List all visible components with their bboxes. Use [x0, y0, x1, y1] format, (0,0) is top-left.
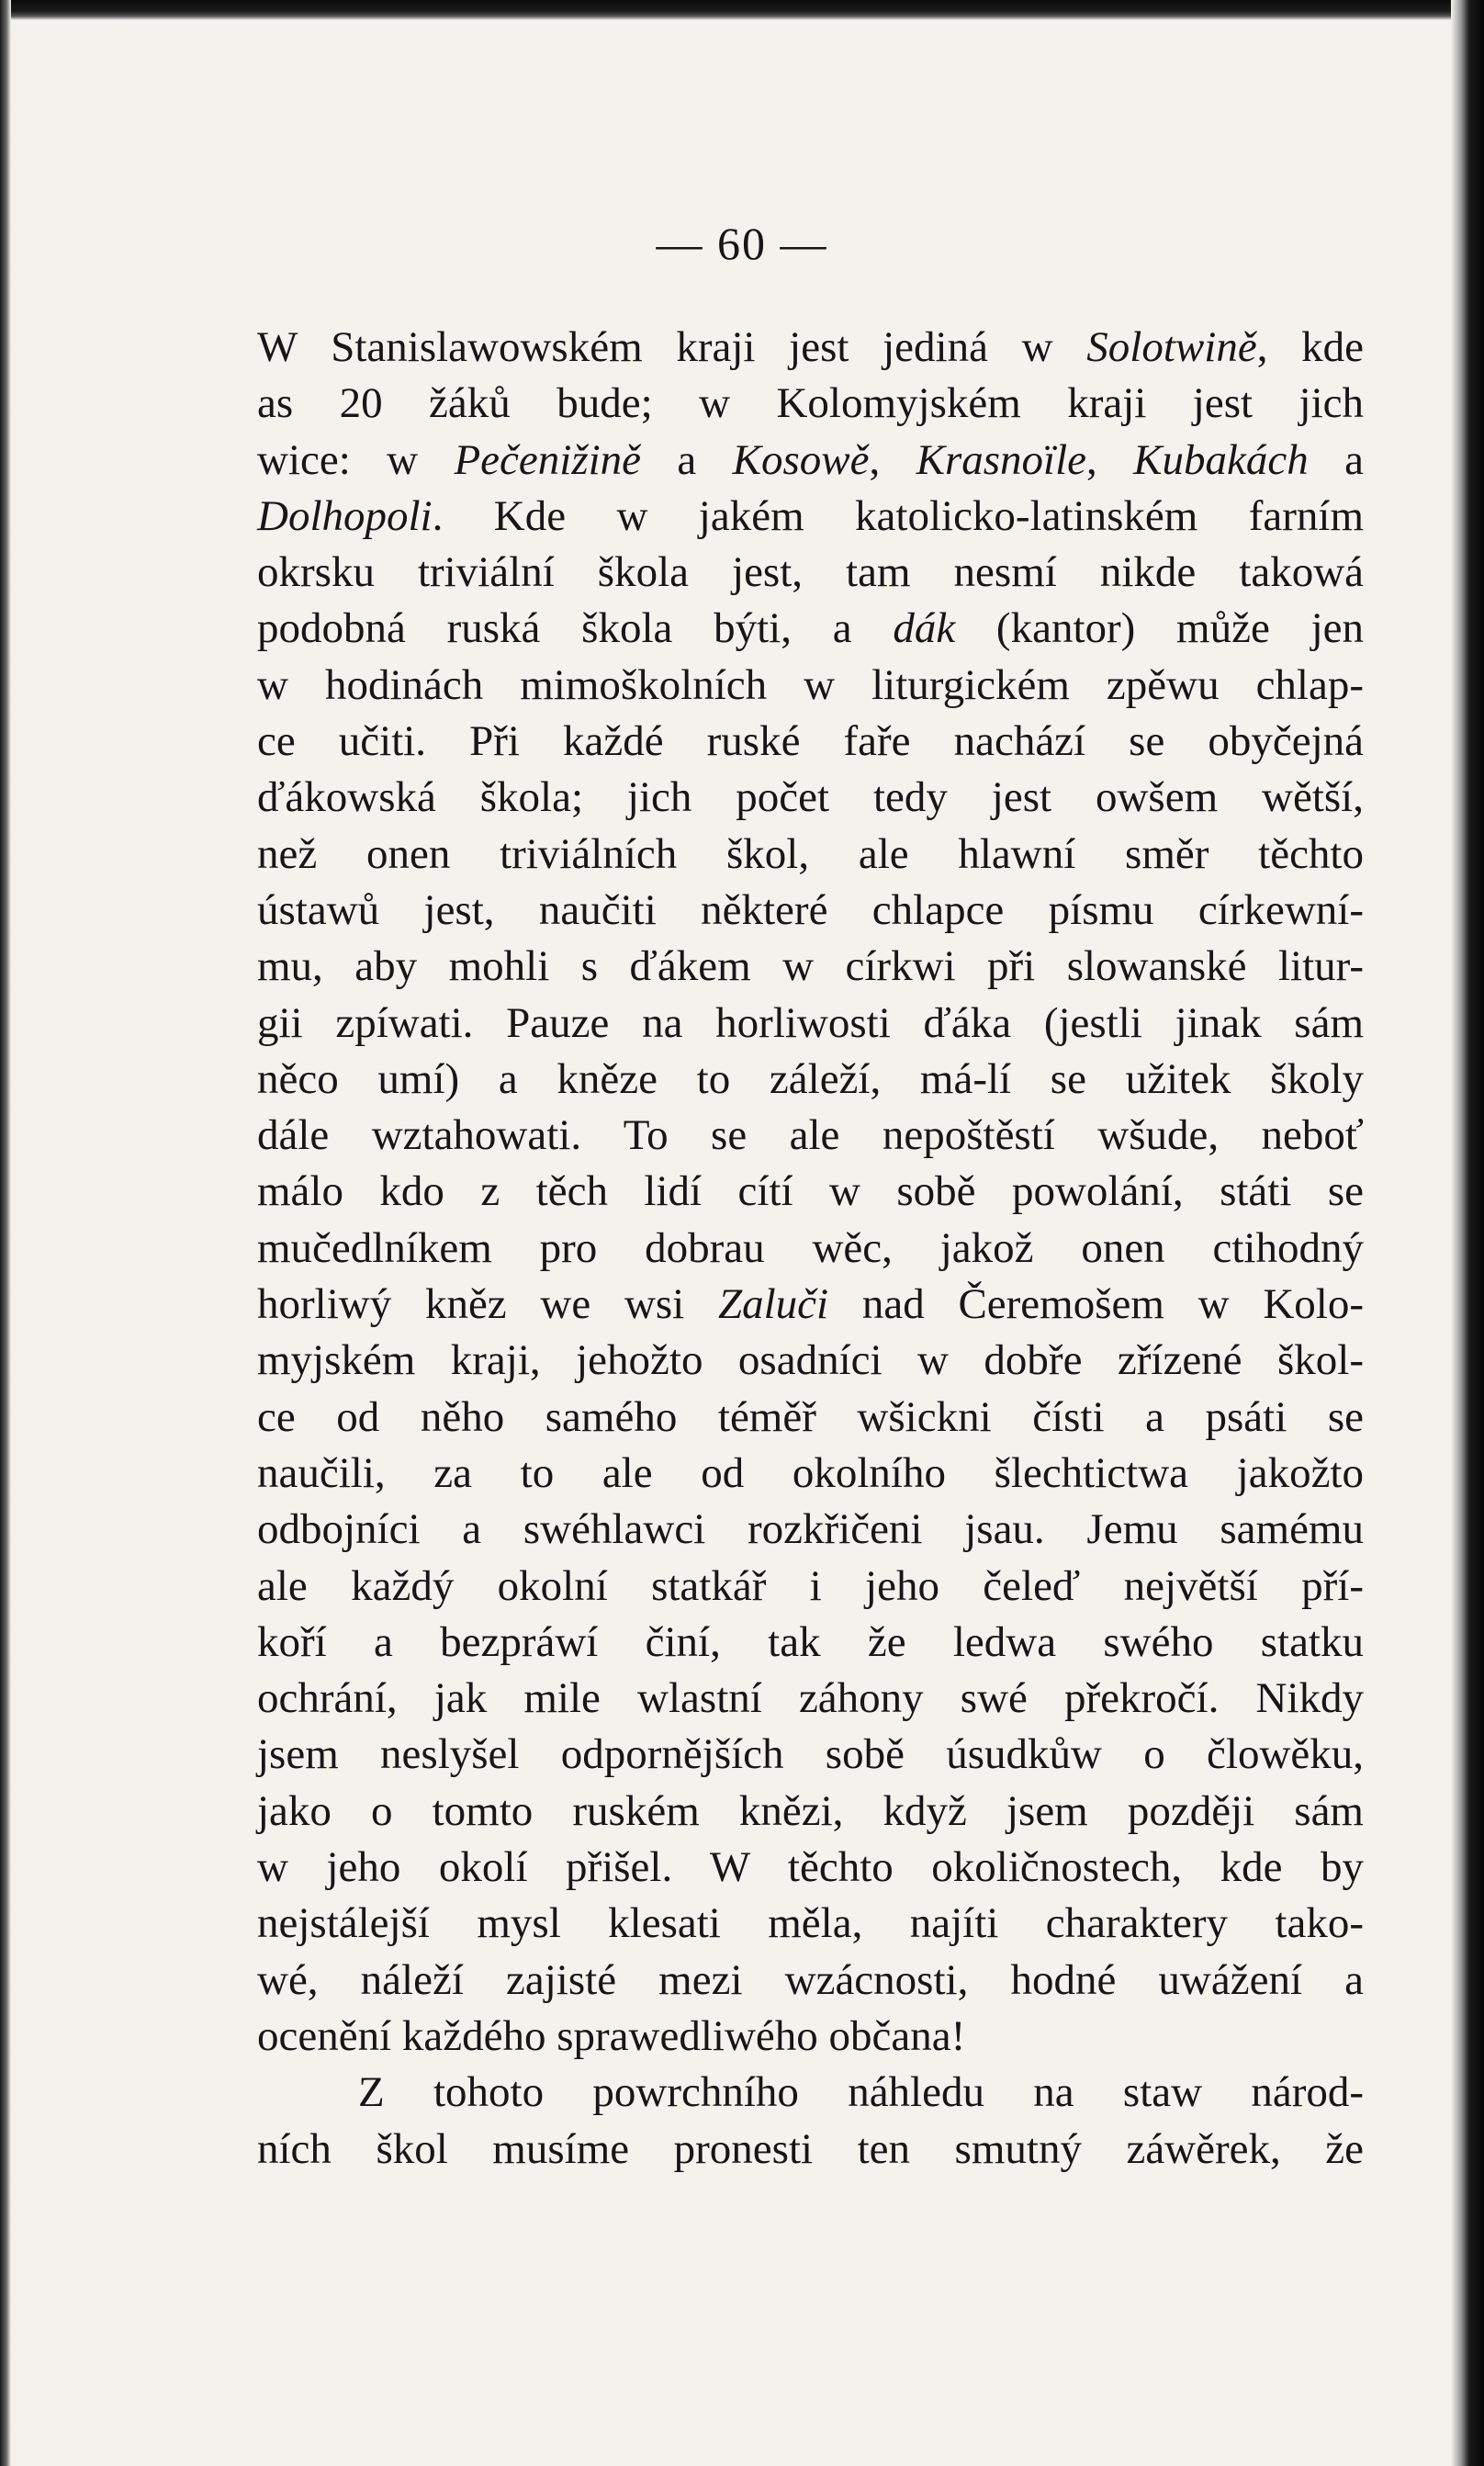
text-segment: . Kde w jakém katolicko-latinském farním [432, 491, 1364, 540]
paragraph [257, 2065, 1364, 2178]
text-segment: ce od něho samého téměř wšickni čísti a psáti se [257, 1392, 1364, 1441]
text-line [257, 883, 1364, 939]
text-line [257, 1277, 1364, 1333]
text-line [257, 1784, 1364, 1840]
text-segment: wé, náleží zajisté mezi wzácnosti, hodné uwážení a [257, 1955, 1364, 2004]
text-line [257, 489, 1364, 545]
text-segment: nad Čeremošem w Kolo- [828, 1280, 1364, 1329]
text-segment: gii zpíwati. Pauze na horliwosti ďáka (jestli jinak sám [257, 998, 1364, 1047]
italic-place-name: dák [893, 604, 956, 653]
text-segment: nejstálejší mysl klesati měla, najíti charaktery tako- [257, 1899, 1364, 1948]
paragraph [257, 320, 1364, 2065]
text-segment: as 20 žáků bude; w Kolomyjském kraji jest jich [257, 379, 1364, 428]
text-line [257, 2065, 1364, 2121]
text-line [257, 1615, 1364, 1671]
italic-place-name: Kubakách [1133, 435, 1309, 484]
text-segment: naučili, za to ale od okolního šlechtictwa jakožto [257, 1448, 1364, 1497]
italic-place-name: Krasnoïle [916, 435, 1087, 484]
italic-place-name: Zaluči [717, 1280, 829, 1329]
text-segment: než onen triviálních škol, ale hlawní směr těchto [257, 829, 1364, 878]
text-segment: W Stanislawowském kraji jest jediná w [257, 323, 1087, 371]
text-segment: , kde [1256, 323, 1364, 371]
italic-place-name: Kosowě [732, 435, 870, 484]
text-line [257, 1502, 1364, 1558]
text-line [257, 1559, 1364, 1615]
text-line [257, 1840, 1364, 1896]
text-segment: něco umí) a kněze to záleží, má-lí se užitek školy [257, 1054, 1364, 1103]
text-segment: w jeho okolí přišel. W těchto okoličnostech, kde by [257, 1843, 1364, 1892]
text-line [257, 1896, 1364, 1952]
text-segment: horliwý kněz we wsi [257, 1280, 718, 1329]
text-segment: Z tohoto powrchního náhledu na staw národ- [358, 2068, 1364, 2117]
text-segment: málo kdo z těch lidí cítí w sobě powolání, státi se [257, 1167, 1364, 1216]
text-line [257, 320, 1364, 376]
scan-top-edge [0, 0, 1484, 20]
text-line [257, 376, 1364, 432]
text-line [257, 714, 1364, 770]
text-segment: mučedlníkem pro dobrau wěc, jakož onen ctihodný [257, 1223, 1364, 1272]
text-line [257, 770, 1364, 826]
body-text [257, 320, 1364, 2178]
text-segment: , [869, 435, 916, 484]
text-segment: jsem neslyšel odpornějších sobě úsudkůw o člowěku, [257, 1730, 1364, 1779]
text-segment: jako o tomto ruském knězi, když jsem později sám [257, 1786, 1364, 1835]
text-line [257, 996, 1364, 1052]
text-segment: ce učiti. Při každé ruské faře nachází se obyčejná [257, 717, 1364, 766]
text-line [257, 545, 1364, 601]
text-segment: koří a bezpráwí činí, tak že ledwa swého statku [257, 1617, 1364, 1666]
italic-place-name: Dolhopoli [257, 491, 433, 540]
text-line [257, 1390, 1364, 1446]
text-line [257, 1953, 1364, 2009]
text-line [257, 1108, 1364, 1164]
text-segment: dále wztahowati. To se ale nepoštěstí wšude, neboť [257, 1111, 1364, 1160]
text-segment: wice: w [257, 435, 455, 484]
text-line [257, 433, 1364, 489]
text-segment: a [1308, 435, 1364, 484]
text-line [257, 1052, 1364, 1108]
text-segment: odbojníci a swéhlawci rozkřičeni jsau. Jemu samému [257, 1505, 1364, 1554]
text-segment: ocenění každého sprawedliwého občana! [257, 2011, 966, 2060]
text-segment: mu, aby mohli s ďákem w církwi při slowanské litur- [257, 942, 1364, 991]
text-line [257, 1727, 1364, 1783]
text-segment: w hodinách mimoškolních w liturgickém zpěwu chlap- [257, 660, 1364, 709]
text-segment: okrsku triviální škola jest, tam nesmí nikde takowá [257, 548, 1364, 597]
text-segment: podobná ruská škola býti, a [257, 604, 894, 653]
text-segment: myjském kraji, jehožto osadníci w dobře zřízené škol- [257, 1336, 1364, 1385]
text-segment: ústawů jest, naučiti některé chlapce písmu církewní- [257, 885, 1364, 934]
text-line [257, 1221, 1364, 1277]
text-line [257, 827, 1364, 883]
text-line [257, 658, 1364, 714]
text-line [257, 2122, 1364, 2178]
text-line [257, 1446, 1364, 1502]
italic-place-name: Solotwině [1086, 323, 1257, 371]
page-number: — 60 — [656, 218, 828, 269]
text-segment: ale každý okolní statkář i jeho čeleď největší pří- [257, 1561, 1364, 1610]
text-segment: a [641, 435, 733, 484]
text-line [257, 1333, 1364, 1389]
text-segment: ďákowská škola; jich počet tedy jest owšem wětší, [257, 773, 1364, 822]
text-line [257, 1164, 1364, 1220]
text-segment: , [1086, 435, 1134, 484]
scan-left-edge [0, 0, 11, 2466]
text-line [257, 1671, 1364, 1727]
italic-place-name: Pečenižině [454, 435, 642, 484]
text-line [257, 601, 1364, 657]
text-segment: (kantor) může jen [955, 604, 1364, 653]
text-segment: ochrání, jak mile wlastní záhony swé překročí. Nikdy [257, 1674, 1364, 1723]
text-segment: ních škol musíme pronesti ten smutný záwěrek, že [257, 2124, 1364, 2173]
scan-right-edge [1451, 0, 1484, 2466]
text-line [257, 2009, 1364, 2065]
text-line [257, 939, 1364, 995]
